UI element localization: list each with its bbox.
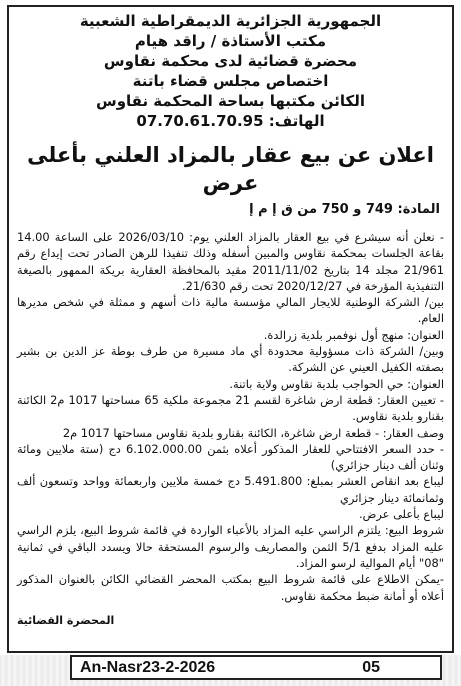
header-jurisdiction: اختصاص مجلس قضاء باتنة — [132, 72, 329, 90]
notice-title: اعلان عن بيع عقار بالمزاد العلني بأعلى عرض — [27, 143, 434, 195]
header-phone — [17, 111, 444, 131]
paragraph-highest-bid: ليباع بأعلى عرض. — [358, 507, 444, 522]
header-bailiff: محضرة قضائية لدى محكمة نقاوس — [103, 52, 358, 70]
header-address: الكائن مكتبها بساحة المحكمة نقاوس — [96, 92, 365, 110]
header-office: مكتب الأستاذة / راقد هيام — [134, 32, 327, 50]
phone-number: 07.70.61.70.95 — [136, 112, 264, 130]
paragraph-debtor: وبين/ الشركة ذات مسؤولية محدودة أي ماد مسيرة من طرف بوطة عز الدين بن بشير بصفته الكفيل العيني عن الشركة. — [17, 344, 444, 375]
paragraph-auction-date: - نعلن أنه سيشرع في بيع العقار بالمزاد العلني يوم: 2026/03/10 على الساعة 14.00 بقاعة الجلسات بمحكمة نقاوس والمبين أسفله وذلك تنفيذا للرهن الصادر تحت إيداع رقم 21/961 مجلد 14 بتاريخ 2011/11/02 مقيد بالمحافظة العقارية بريكة الممهور بالصيغة التنفيذية المؤرخة في 2020/12/27 تحت رقم 21/630. — [17, 230, 444, 293]
legal-articles: المادة: 749 و 750 من ق إ م إ — [249, 202, 440, 217]
paragraph-consultation: -يمكن الاطلاع على قائمة شروط البيع بمكتب المحضر القضائي الكائن بالعنوان المذكور أعلاه أو أمانة ضبط محكمة نقاوس. — [17, 572, 444, 603]
signature: المحضرة القضائية — [17, 613, 115, 627]
page-number: 05 — [362, 658, 380, 676]
paragraph-property-description: وصف العقار: - قطعة ارض شاغرة، الكائنة بقنارو بلدية نقاوس مساحتها 1017 م2 — [62, 425, 444, 440]
notice-body — [17, 229, 444, 604]
auction-notice — [7, 5, 454, 653]
paragraph-creditor: بين/ الشركة الوطنية للايجار المالي مؤسسة مالية ذات أسهم و ممثلة في شخص مديرها العام. — [17, 295, 444, 326]
phone-label: الهاتف: — [268, 112, 325, 130]
publication-date: An-Nasr23-2-2026 — [80, 658, 216, 676]
paragraph-opening-price: - حدد السعر الافتتاحي للعقار المذكور أعلاه بثمن 6.102.000.00 دج (ستة ملايين ومائة وثنان ألف دينار جزائري) — [17, 441, 444, 473]
paragraph-property-designation: - تعيين العقار: قطعة ارض شاغرة لقسم 21 مجموعة ملكية 65 مساحتها 1017 م2 الكائنة بقنارو بلدية نقاوس. — [17, 392, 444, 424]
paragraph-debtor-address: العنوان: حي الحواجب بلدية نقاوس ولاية باتنة. — [229, 376, 444, 391]
paragraph-sale-conditions: شروط البيع: يلتزم الراسي عليه المزاد بالأعباء الواردة في قائمة شروط البيع، يلزم الراسي عليه المزاد بدفع 5/1 الثمن والمصاريف والرسوم المستحقة حالا ويسدد الباقي في ثمانية "08" أيام الموالية لرسو المزاد. — [17, 523, 444, 570]
paragraph-creditor-address: العنوان: منهج أول نوفمبر بلدية زرالدة. — [263, 327, 444, 342]
header-republic: الجمهورية الجزائرية الديمقراطية الشعبية — [79, 12, 382, 30]
paragraph-reduced-price: ليباع بعد انقاص العشر بمبلغ: 5.491.800 دج خمسة ملايين واربعمائة وواحد وتسعون ألف وثمانمائة دينار جزائري — [17, 474, 445, 505]
publication-footer — [70, 655, 442, 680]
